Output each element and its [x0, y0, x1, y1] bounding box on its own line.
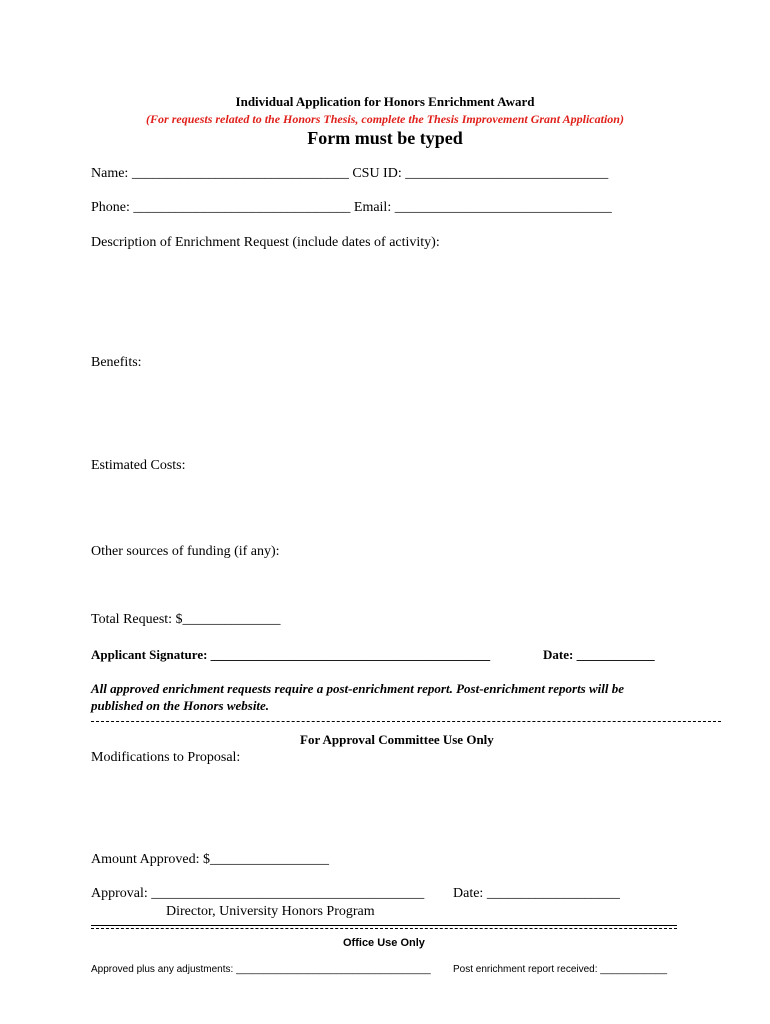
modifications-label: Modifications to Proposal: — [91, 750, 241, 765]
thesis-note: (For requests related to the Honors Thesis, complete the Thesis Improvement Grant Application) — [146, 112, 624, 126]
other-funding-label: Other sources of funding (if any): — [91, 544, 280, 559]
phone-email-field[interactable]: Phone: _______________________________ Email: _______________________________ — [91, 200, 612, 215]
form-title: Individual Application for Honors Enrichment Award — [235, 94, 535, 109]
post-report-notice-line1: All approved enrichment requests require a post-enrichment report. Post-enrichment reports will be — [91, 681, 625, 696]
approval-signature-field[interactable]: Approval: _______________________________________ — [91, 886, 425, 901]
committee-divider — [91, 721, 721, 722]
applicant-signature-field[interactable]: Applicant Signature: ___________________________________________ — [91, 647, 491, 662]
signature-date-field[interactable]: Date: ____________ — [543, 647, 655, 662]
total-request-field[interactable]: Total Request: $______________ — [91, 612, 281, 627]
approved-adjustments-field[interactable]: Approved plus any adjustments: ___________________________________ — [91, 964, 431, 975]
director-caption: Director, University Honors Program — [166, 904, 375, 919]
typed-instruction: Form must be typed — [307, 128, 463, 148]
office-divider-top — [91, 925, 677, 926]
benefits-label: Benefits: — [91, 355, 142, 370]
post-report-notice-line2: published on the Honors website. — [91, 698, 270, 713]
office-divider-bottom — [91, 928, 677, 929]
committee-heading: For Approval Committee Use Only — [300, 732, 494, 747]
amount-approved-field[interactable]: Amount Approved: $_________________ — [91, 852, 329, 867]
office-use-heading: Office Use Only — [343, 937, 425, 949]
name-csu-id-field[interactable]: Name: _______________________________ CSU ID: _____________________________ — [91, 166, 609, 181]
post-report-received-field[interactable]: Post enrichment report received: ____________ — [453, 964, 668, 975]
estimated-costs-label: Estimated Costs: — [91, 458, 186, 473]
approval-date-field[interactable]: Date: ___________________ — [453, 886, 620, 901]
description-label: Description of Enrichment Request (include dates of activity): — [91, 235, 440, 250]
